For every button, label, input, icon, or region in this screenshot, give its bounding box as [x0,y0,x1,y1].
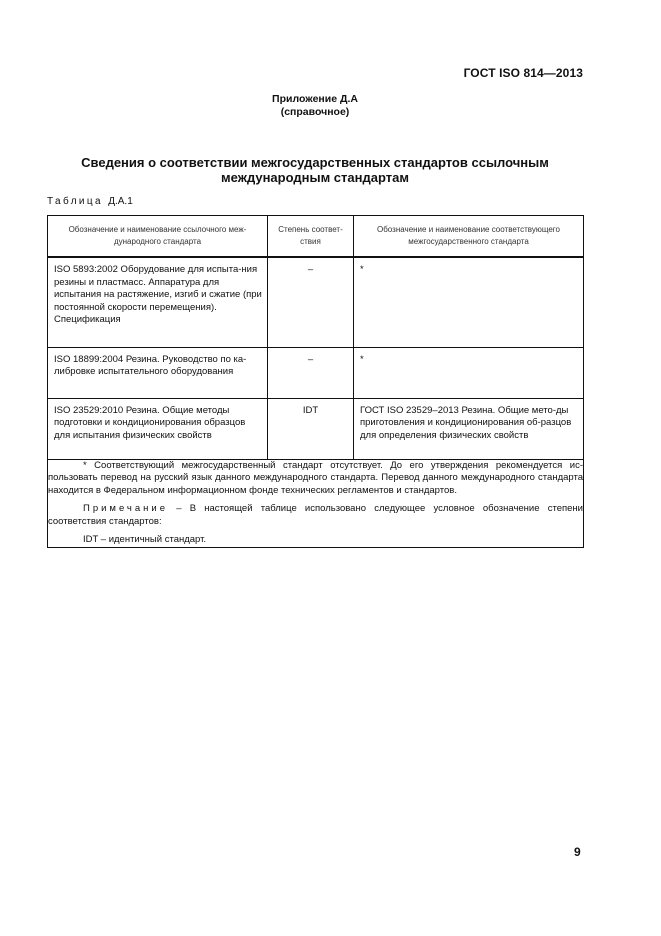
correspondence-table [47,215,584,548]
table-footnote-row [48,459,584,548]
cell-interstate-standard [354,257,584,347]
cell-degree [268,398,354,459]
cell-degree-text: – [307,264,314,275]
cell-interstate-text: ГОСТ ISO 23529–2013 Резина. Общие мето-ды приготовления и кондиционирования об-разцов для определения физических свойств [360,404,572,441]
page-number: 9 [574,845,581,859]
appendix-subtitle: (справочное) [280,106,350,118]
cell-degree [268,257,354,347]
cell-international-text: ISO 18899:2004 Резина. Руководство по ка-либровке испытательного оборудования [54,353,247,378]
table-row [48,257,584,347]
appendix-title: Приложение Д.А [272,93,358,105]
document-title [47,155,583,185]
note-paragraph [48,503,583,528]
note-text: – В настоящей таблице использовано следующее условное обозначение степени соответствия стандартов: [48,503,583,527]
cell-international-standard [48,257,268,347]
header-degree-of-correspondence: Степень соответ-ствия [268,216,354,258]
cell-international-standard [48,347,268,398]
table-caption-number: Д.А.1 [108,196,133,207]
footnote-text: * Соответствующий межгосударственный стандарт отсутствует. До его утверждения рекомендуется ис-пользовать перевод на русский язык данного международного стандарта. Перевод данного международного стандарта находится в Федеральном информационном фонде технических регламентов и стандартов. [48,459,583,496]
cell-degree [268,347,354,398]
cell-interstate-standard [354,398,584,459]
table-row [48,398,584,459]
page-header-standard-code: ГОСТ ISO 814—2013 [463,66,583,80]
document-title-line-2: международным стандартам [221,170,409,185]
table-row [48,347,584,398]
cell-international-text: ISO 5893:2002 Оборудование для испыта-ния резины и пластмасс. Аппаратура для испытания на растяжение, изгиб и сжатие (при постоянной скорости перемещения). Спецификация [54,264,262,326]
cell-degree-text: – [307,353,314,365]
table-caption [47,196,133,207]
cell-international-text: ISO 23529:2010 Резина. Общие методы подготовки и кондиционирования образцов для испытания физических свойств [54,404,246,441]
cell-interstate-standard [354,347,584,398]
note-label: Примечание [83,503,168,515]
cell-interstate-text: * [360,264,364,275]
cell-interstate-text: * [360,353,364,365]
header-interstate-standard: Обозначение и наименование соответствующего межгосударственного стандарта [354,216,584,258]
document-title-line-1: Сведения о соответствии межгосударственных стандартов ссылочным [81,155,549,170]
abbreviation-text: IDT – идентичный стандарт. [83,534,207,546]
cell-international-standard [48,398,268,459]
table-caption-label: Таблица [47,196,104,207]
table-header-row [48,216,584,258]
table-footnote-cell [48,459,584,548]
appendix-heading [0,93,630,119]
cell-degree-text: IDT [302,404,319,416]
header-international-standard: Обозначение и наименование ссылочного меж-дународного стандарта [48,216,268,258]
